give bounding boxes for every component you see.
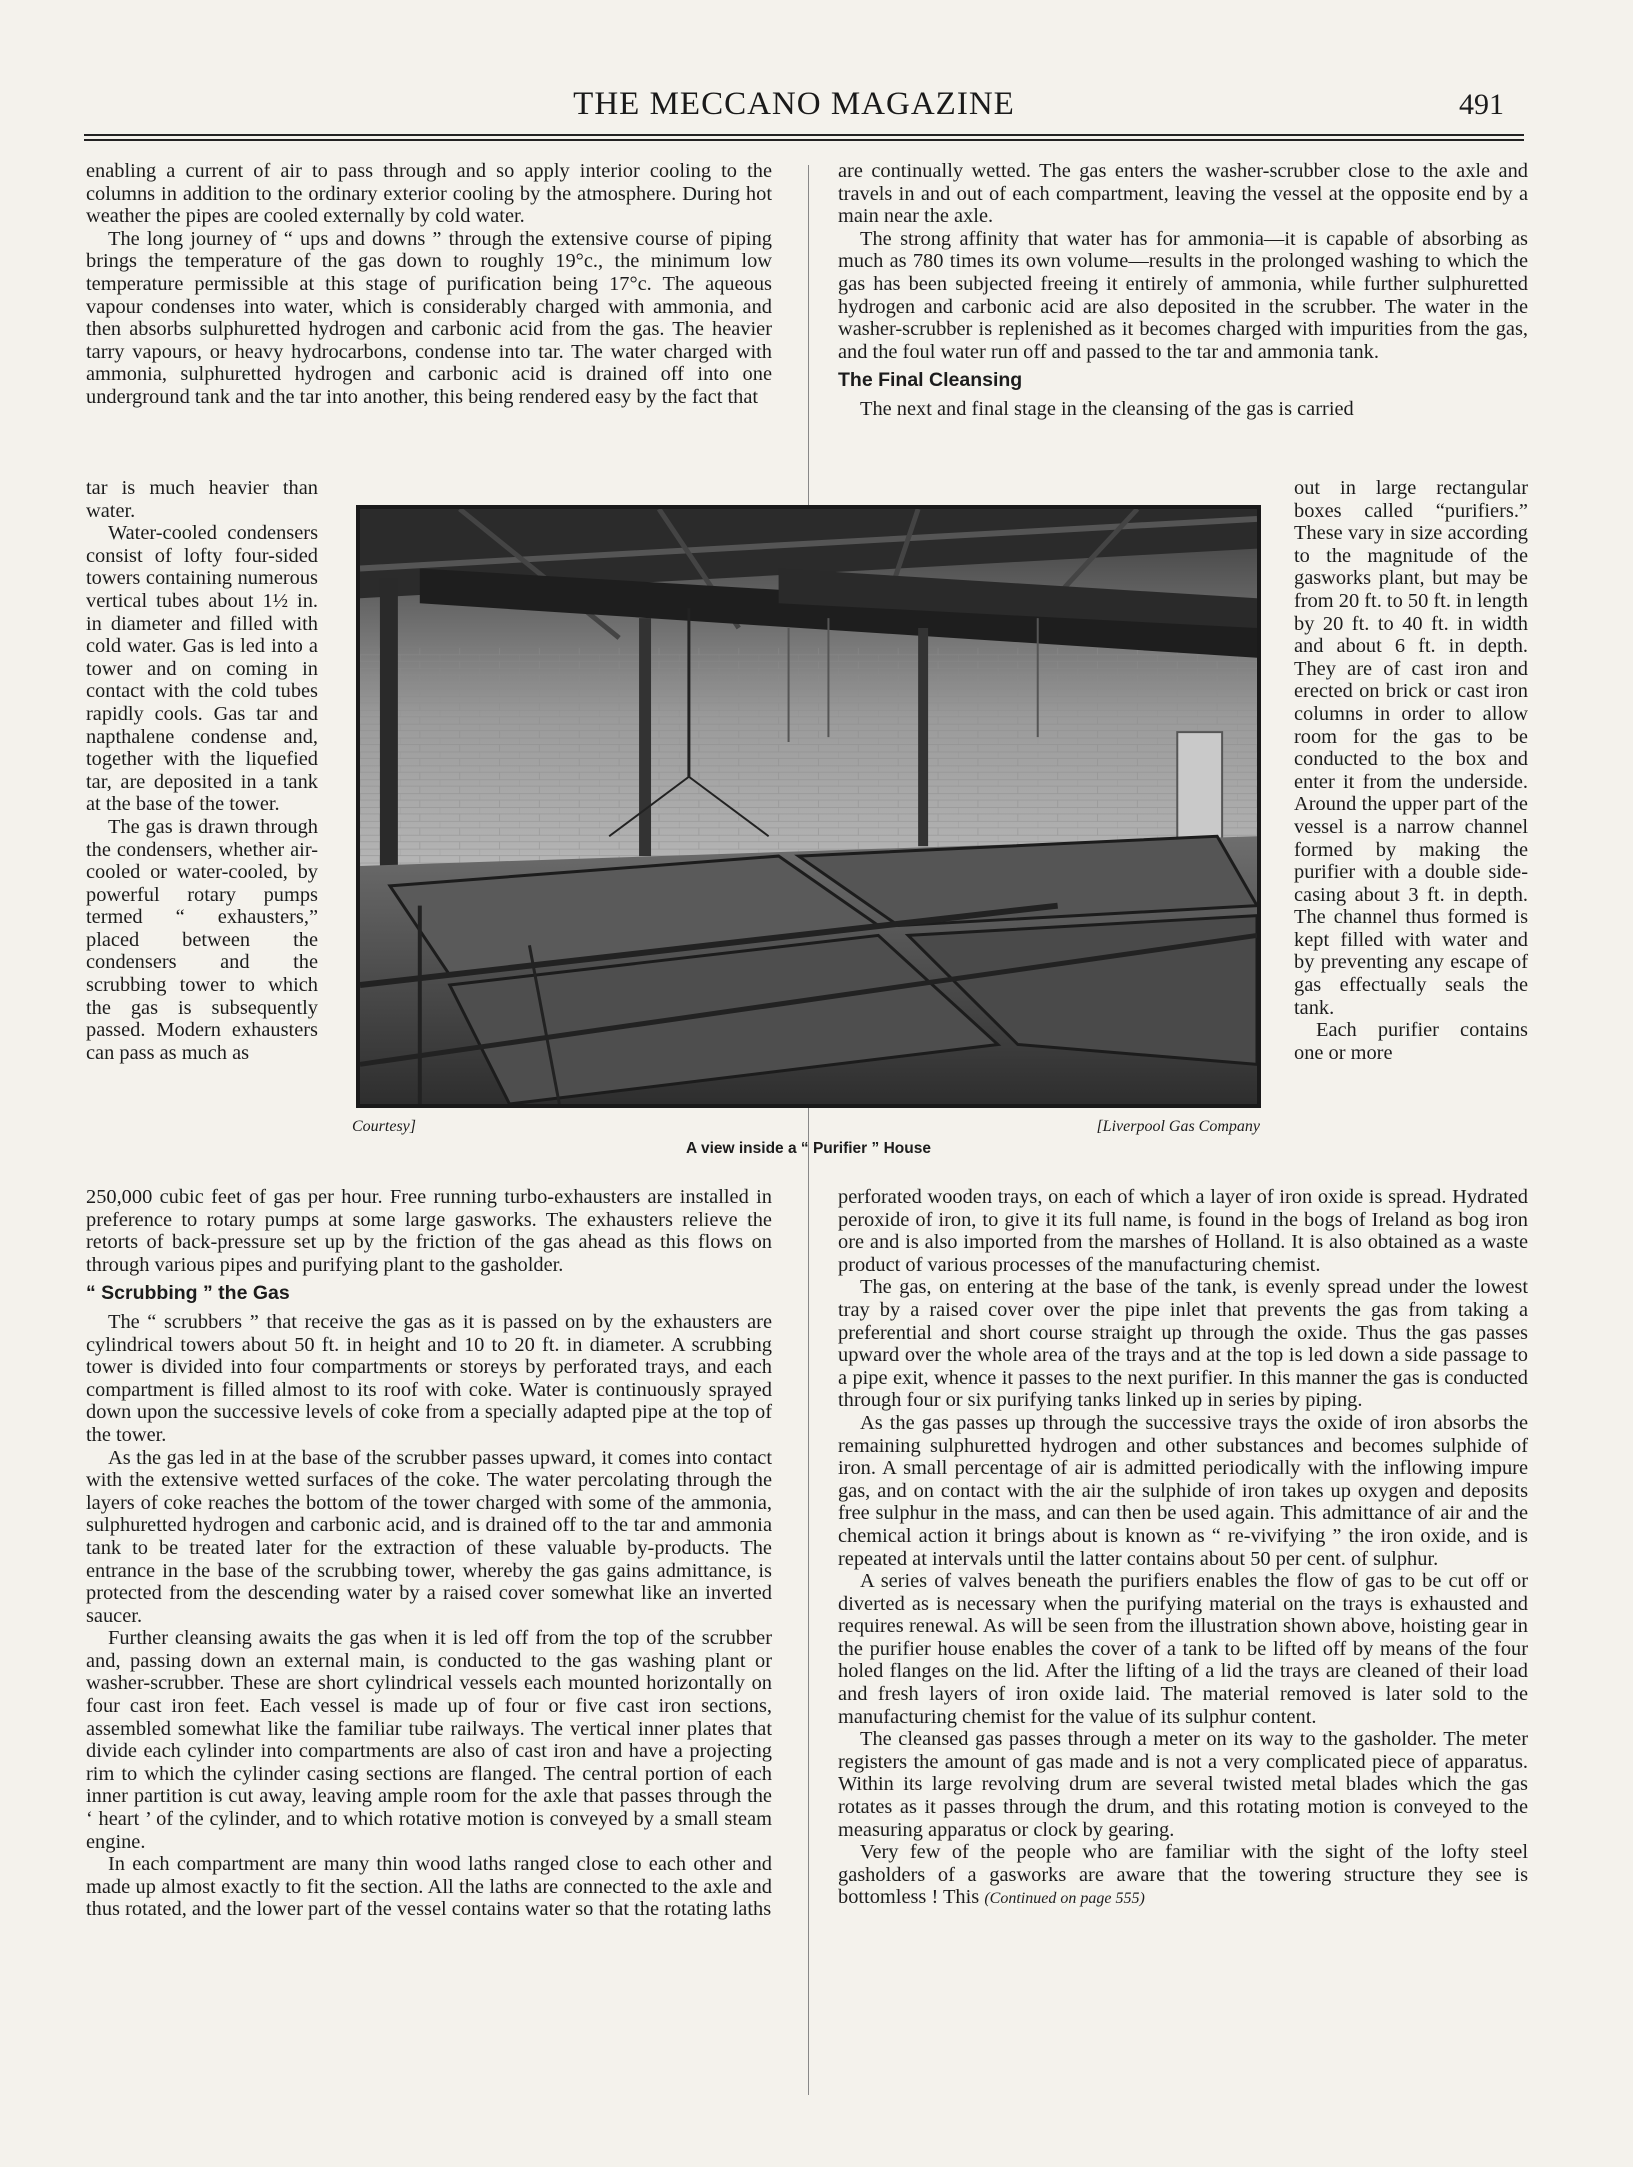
right-column-top [838,160,1528,421]
page-header [84,86,1504,134]
photo-credit-courtesy: Courtesy] [352,1118,416,1135]
photo-illustration [360,509,1257,1104]
page-number: 491 [1459,88,1504,121]
paragraph: The gas, on entering at the base of the tank, is evenly spread under the lowest tray by a raised cover over the pipe inlet that prevents the gas from taking a preferential and short course straight up through the oxide. Thus the gas passes upward over the whole area of the trays and at the top is led down a side passage to a pipe exit, whence it passes to the next purifier. In this manner the gas is conducted through four or six purifying tanks linked up in series by piping. [838,1276,1528,1412]
section-heading-scrubbing: “ Scrubbing ” the Gas [86,1282,290,1305]
paragraph: The long journey of “ ups and downs ” through the extensive course of piping brings the temperature of the gas down to roughly 19°c., the minimum low temperature permissible at this stage of purification being 17°c. The aqueous vapour condenses into water, which is considerably charged with ammonia, and then absorbs sulphuretted hydrogen and carbonic acid from the gas. The heavier tarry vapours, or heavy hydrocarbons, condense into tar. The water charged with ammonia, sulphuretted hydrogen and carbonic acid is drained off into one underground tank and the tar into another, this being rendered easy by the fact that [86,227,772,408]
right-wrap-column [1294,477,1528,1064]
paragraph: As the gas passes up through the successive trays the oxide of iron absorbs the remaining sulphuretted hydrogen and other substances and becomes sulphide of iron. A small percentage of air is admitted periodically with the inflowing impure gas, and on contact with the air the sulphide of iron takes up oxygen and deposits free sulphur in the mass, and can then be used again. This admittance of air and the chemical action it brings about is known as “ re-vivifying ” the iron oxide, and is repeated at intervals until the latter contains about 50 per cent. of sulphur. [838,1411,1528,1570]
last-paragraph-text: Very few of the people who are familiar with the sight of the lofty steel gasholders of a gasworks are aware that the towering structure they see is bottomless ! This [838,1841,1528,1909]
paragraph: The “ scrubbers ” that receive the gas as it is passed on by the exhausters are cylindrical towers about 50 ft. in height and 10 to 20 ft. in diameter. A scrubbing tower is divided into four compartments or storeys by perforated trays, and each compartment is filled almost to its roof with coke. Water is continuously sprayed down upon the successive levels of coke from a specially adapted pipe at the top of the tower. [86,1310,772,1446]
paragraph: The strong affinity that water has for ammonia—it is capable of absorbing as much as 780 times its own volume—results in the prolonged washing to which the gas has been subjected freeing it entirely of ammonia, while further sulphuretted hydrogen and carbonic acid are also deposited in the scrubber. The water in the washer-scrubber is replenished as it becomes charged with impurities from the gas, and the foul water run off and passed to the tar and ammonia tank. [838,227,1528,363]
magazine-title: THE MECCANO MAGAZINE [573,86,1015,122]
paragraph: The next and final stage in the cleansing of the gas is carried [860,397,1354,420]
paragraph: enabling a current of air to pass through and so apply interior cooling to the columns in addition to the ordinary exterior cooling by the atmosphere. During hot weather the pipes are cooled externally by cold water. [86,160,772,228]
left-column-top [86,160,772,409]
header-rule-top [84,134,1524,136]
paragraph: In each compartment are many thin wood laths ranged close to each other and made up almost exactly to fit the section. All the laths are connected to the axle and thus rotated, and the lower part of the vessel contains water so that the rotating laths [86,1853,772,1921]
paragraph: Water-cooled condensers consist of lofty four-sided towers containing numerous vertical tubes about 1½ in. in diameter and filled with cold water. Gas is led into a tower and on coming in contact with the cold tubes rapidly cools. Gas tar and napthalene condense and, together with the liquefied tar, are deposited in a tank at the base of the tower. [86,522,318,816]
paragraph-last [838,1841,1528,1911]
column-divider [808,165,809,2095]
right-column-bottom [838,1186,1528,1911]
paragraph: The gas is drawn through the condensers, whether air-cooled or water-cooled, by powerful rotary pumps termed “ exhausters,” placed between the condensers and the scrubbing tower to which the gas is subsequently passed. Modern exhausters can pass as much as [86,815,318,1064]
photo-credit-source: [Liverpool Gas Company [1096,1118,1260,1135]
continued-note: (Continued on page 555) [984,1890,1145,1908]
left-wrap-column [86,477,318,1064]
paragraph: tar is much heavier than water. [86,477,318,522]
paragraph: 250,000 cubic feet of gas per hour. Free running turbo-exhausters are installed in preference to rotary pumps at some large gasworks. The exhausters relieve the retorts of back-pressure set up by the friction of the gas ahead as this flows on through various pipes and purifying plant to the gasholder. [86,1186,772,1276]
paragraph: Further cleansing awaits the gas when it is led off from the top of the scrubber and, passing down an external main, is conducted to the gas washing plant or washer-scrubber. These are short cylindrical vessels each mounted horizontally on four cast iron feet. Each vessel is made up of four or five cast iron sections, assembled somewhat like the familiar tube railways. The vertical inner plates that divide each cylinder into compartments are also of cast iron and have a projecting rim to which the cylinder casing sections are flanged. The central portion of each inner partition is cut away, leaving ample room for the axle that passes through the ‘ heart ’ of the cylinder, and to which rotative motion is conveyed by a small steam engine. [86,1627,772,1853]
header-rule-bottom [84,139,1524,141]
paragraph: perforated wooden trays, on each of which a layer of iron oxide is spread. Hydrated peroxide of iron, to give it its full name, is found in the bogs of Ireland as bog iron ore and is also imported from the marshes of Holland. It is also obtained as a waste product of various processes of the manufacturing chemist. [838,1186,1528,1276]
figure-caption: A view inside a “ Purifier ” House [686,1140,931,1157]
paragraph: out in large rectangular boxes called “purifiers.” These vary in size according to the magnitude of the gasworks plant, but may be from 20 ft. to 50 ft. in length by 20 ft. to 40 ft. in width and about 6 ft. in depth. They are of cast iron and erected on brick or cast iron columns in order to allow room for the gas to be conducted to the box and enter it from the underside. Around the upper part of the vessel is a narrow channel formed by making the purifier with a double side-casing about 3 ft. in depth. The channel thus formed is kept filled with water and by preventing any escape of gas effectually seals the tank. [1294,477,1528,1019]
paragraph: The cleansed gas passes through a meter on its way to the gasholder. The meter registers the amount of gas made and is not a very complicated piece of apparatus. Within its large revolving drum are several twisted metal blades which the gas rotates as it passes through the drum, and this rotating motion is conveyed to the measuring apparatus or clock by gearing. [838,1728,1528,1841]
paragraph: are continually wetted. The gas enters the washer-scrubber close to the axle and travels in and out of each compartment, leaving the vessel at the opposite end by a main near the axle. [838,160,1528,228]
left-column-bottom [86,1186,772,1921]
paragraph: A series of valves beneath the purifiers enables the flow of gas to be cut off or diverted as is necessary when the purifying material on the trays is exhausted and requires renewal. As will be seen from the illustration shown above, hoisting gear in the purifier house enables the cover of a tank to be lifted off by means of the four holed flanges on the lid. After the lifting of a lid the trays are cleaned of their load and fresh layers of iron oxide laid. The material removed is later sold to the manufacturing chemist for the value of its sulphur content. [838,1570,1528,1728]
paragraph: As the gas led in at the base of the scrubber passes upward, it comes into contact with the extensive wetted surfaces of the coke. The water percolating through the layers of coke reaches the bottom of the tower charged with some of the ammonia, sulphuretted hydrogen and carbonic acid, and is drained off to the tar and ammonia tank to be treated later for the extraction of these valuable by-products. The entrance in the base of the scrubbing tower, whereby the gas gains admittance, is protected from the descending water by a raised cover somewhat like an inverted saucer. [86,1446,772,1627]
paragraph: Each purifier contains one or more [1294,1019,1528,1064]
purifier-house-photo [356,505,1261,1108]
section-heading-final-cleansing: The Final Cleansing [838,369,1023,392]
